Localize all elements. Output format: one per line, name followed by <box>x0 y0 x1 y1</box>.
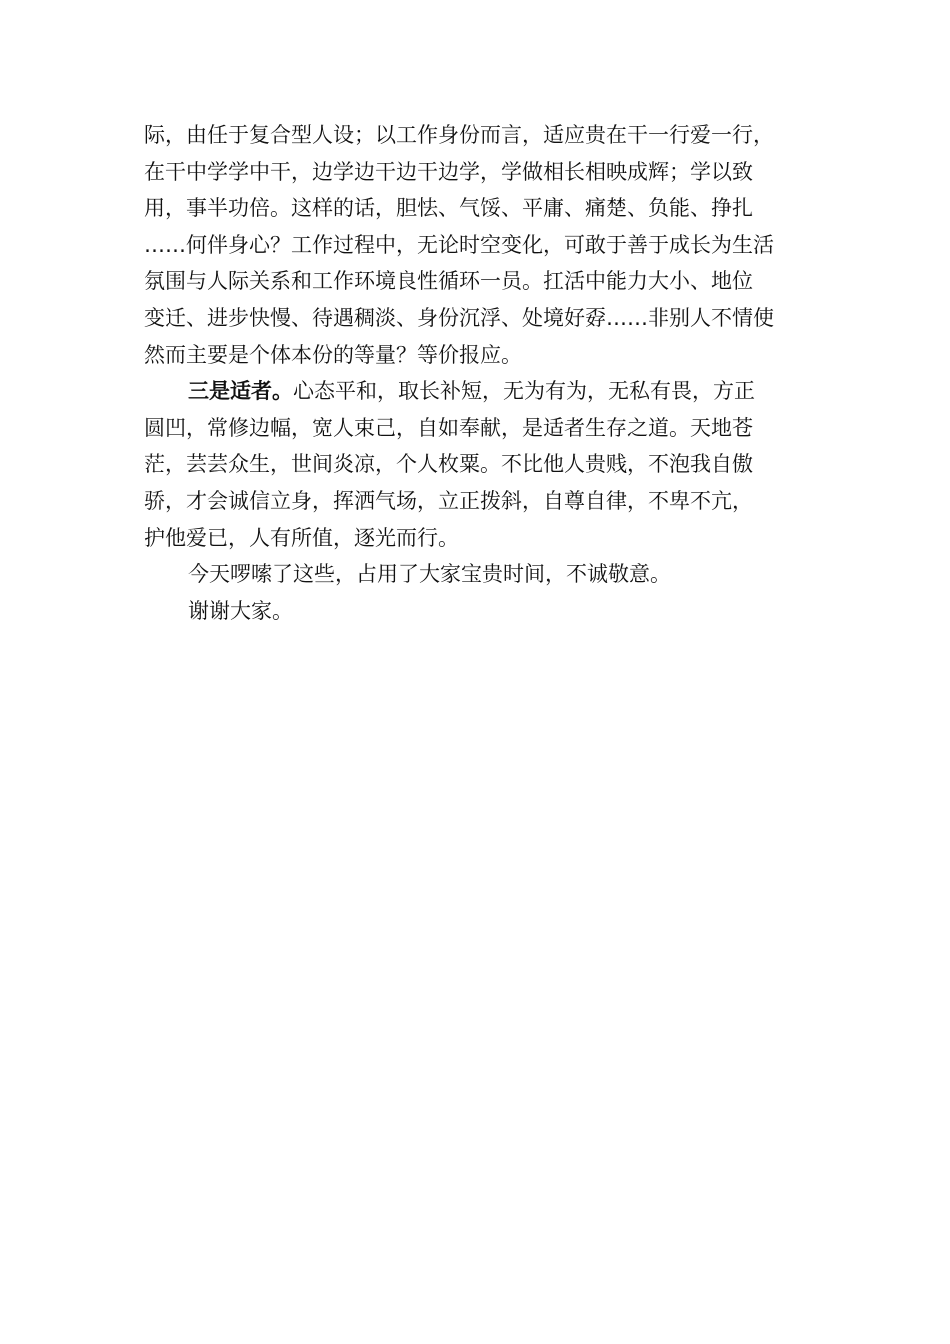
paragraph-closing <box>144 556 812 593</box>
document-body <box>144 117 812 629</box>
text-line: 在干中学学中干，边学边干边干边学，学做相长相映成辉；学以致 <box>144 159 753 184</box>
text-run: 心态平和，取长补短，无为有为，无私有畏，方正 <box>293 379 755 404</box>
paragraph-third-point <box>144 373 812 556</box>
paragraph-continuation <box>144 117 812 373</box>
text-line: 护他爱已，人有所值，逐光而行。 <box>144 525 459 550</box>
text-line: 圆凹，常修边幅，宽人束己，自如奉献，是适者生存之道。天地苍 <box>144 415 753 440</box>
text-line: 茫，芸芸众生，世间炎凉，个人枚粟。不比他人贵贱，不泡我自傲 <box>144 452 753 477</box>
text-line: 今天啰嗦了这些，占用了大家宝贵时间，不诚敬意。 <box>188 562 671 587</box>
text-line: 变迁、进步快慢、待遇稠淡、身份沉浮、处境好孬……非别人不情使 <box>144 305 774 330</box>
text-line: 际，由任于复合型人设；以工作身份而言，适应贵在干一行爱一行， <box>144 123 774 147</box>
paragraph-thanks <box>144 593 812 630</box>
text-line: 骄，才会诚信立身，挥洒气场，立正拨斜，自尊自律，不卑不亢， <box>144 488 753 513</box>
text-line: 谢谢大家。 <box>188 598 293 623</box>
text-line: 然而主要是个体本份的等量？等价报应。 <box>144 342 522 367</box>
text-line: 氛围与人际关系和工作环境良性循环一员。扛活中能力大小、地位 <box>144 269 753 294</box>
text-line: ……何伴身心？工作过程中，无论时空变化，可敢于善于成长为生活 <box>144 232 774 257</box>
section-heading: 三是适者。 <box>188 379 293 404</box>
text-line-first <box>144 373 812 410</box>
text-line: 用，事半功倍。这样的话，胆怯、气馁、平庸、痛楚、负能、挣扎 <box>144 196 753 221</box>
